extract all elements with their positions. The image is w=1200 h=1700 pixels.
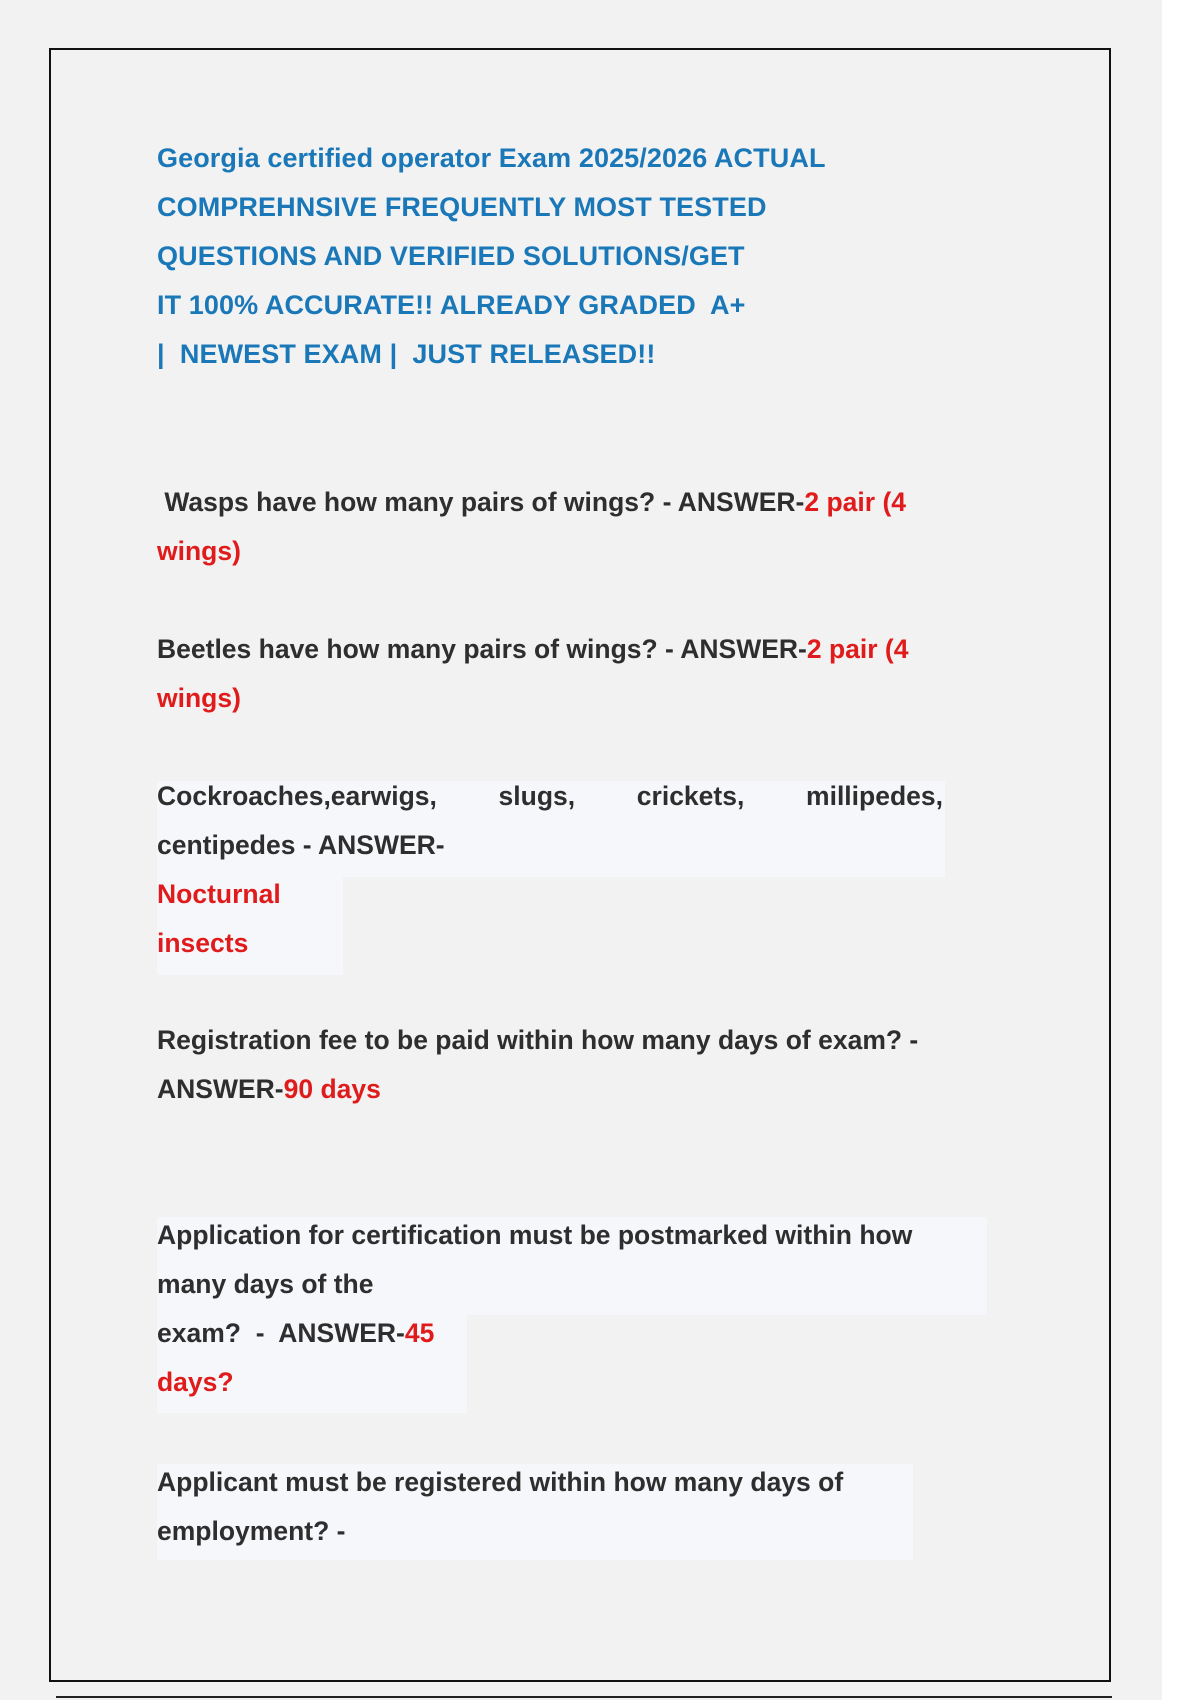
right-margin-strip <box>1162 0 1200 1700</box>
question-line <box>157 478 906 527</box>
answer-line: wings) <box>157 536 241 566</box>
question-word: slugs, <box>498 781 576 811</box>
question-word: crickets, <box>636 781 745 811</box>
qa-item-registration-fee <box>157 1016 918 1114</box>
question-word: Cockroaches,earwigs, <box>157 781 437 811</box>
question-text: Wasps have how many pairs of wings? - ANSWER- <box>157 487 805 517</box>
question-line <box>157 1309 912 1358</box>
title-line: | NEWEST EXAM | JUST RELEASED!! <box>157 339 656 369</box>
answer-line: Nocturnal <box>157 879 281 909</box>
question-text: exam? - ANSWER- <box>157 1318 405 1348</box>
document-page <box>49 48 1111 1682</box>
qa-item-wasps <box>157 478 906 576</box>
question-word: millipedes, <box>806 781 943 811</box>
answer-text: 45 <box>404 1318 435 1348</box>
question-text: Beetles have how many pairs of wings? - ANSWER- <box>157 634 807 664</box>
title-line: Georgia certified operator Exam 2025/2026 ACTUAL <box>157 143 826 173</box>
question-line: employment? - <box>157 1516 346 1546</box>
answer-text: 90 days <box>283 1074 381 1104</box>
qa-item-nocturnal <box>157 772 943 968</box>
question-line: many days of the <box>157 1269 374 1299</box>
question-line <box>157 625 909 674</box>
answer-line: wings) <box>157 683 241 713</box>
question-line: Application for certification must be postmarked within how <box>157 1220 913 1250</box>
question-line: Registration fee to be paid within how many days of exam? - <box>157 1025 919 1055</box>
answer-line: days? <box>157 1367 234 1397</box>
qa-item-beetles <box>157 625 909 723</box>
answer-text: 2 pair (4 <box>804 487 907 517</box>
page-separator <box>56 1696 1112 1698</box>
document-title <box>157 134 826 379</box>
question-line: Applicant must be registered within how many days of <box>157 1467 844 1497</box>
question-line <box>157 772 943 821</box>
question-text: ANSWER- <box>157 1074 284 1104</box>
question-line <box>157 1065 918 1114</box>
title-line: IT 100% ACCURATE!! ALREADY GRADED A+ <box>157 290 746 320</box>
title-line: QUESTIONS AND VERIFIED SOLUTIONS/GET <box>157 241 745 271</box>
qa-item-employment <box>157 1458 843 1556</box>
title-line: COMPREHNSIVE FREQUENTLY MOST TESTED <box>157 192 767 222</box>
answer-line: insects <box>157 928 249 958</box>
qa-item-application <box>157 1211 912 1407</box>
answer-text: 2 pair (4 <box>806 634 909 664</box>
question-line: centipedes - ANSWER- <box>157 830 445 860</box>
